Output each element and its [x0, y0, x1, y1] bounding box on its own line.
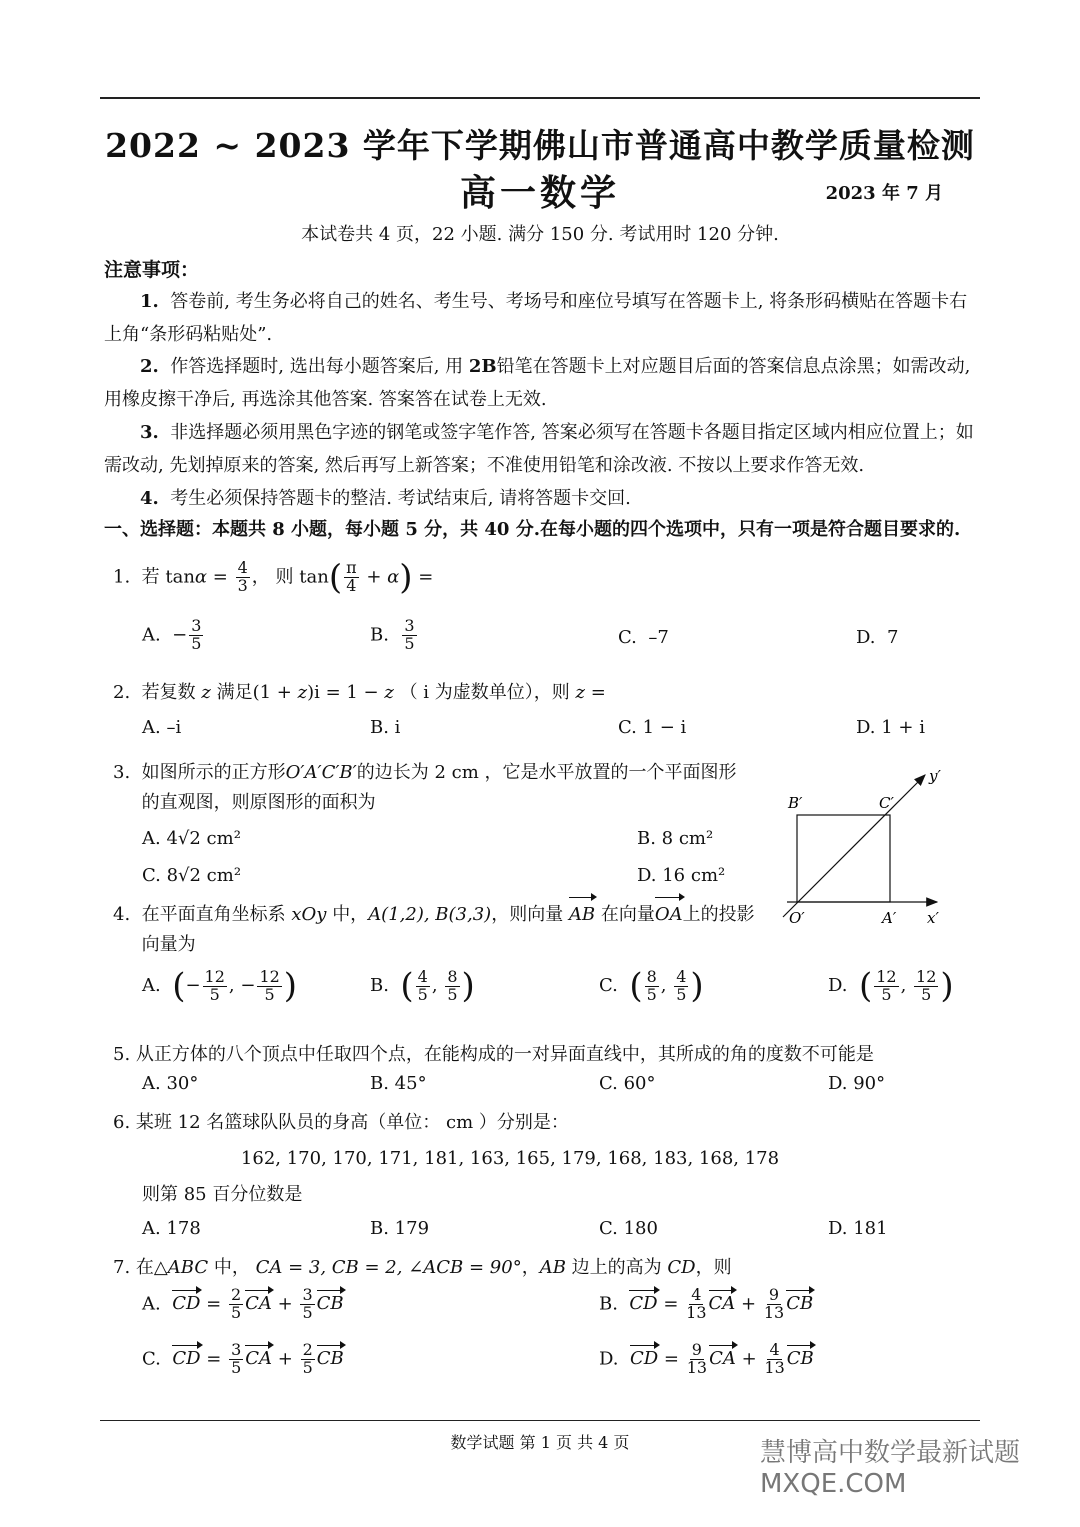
y-axis: [783, 775, 925, 917]
exam-intro: 本试卷共 4 页，22 小题. 满分 150 分. 考试用时 120 分钟.: [301, 224, 779, 245]
q3-option-c[interactable]: C. 8√2 cm²: [142, 865, 242, 886]
q2-option-a[interactable]: A. –i: [142, 717, 182, 738]
q1-option-b[interactable]: B. $\frac{3}{5}$: [370, 616, 415, 653]
section-heading: 一、选择题：本题共 8 小题，每小题 5 分，共 40 分.在每小题的四个选项中，只有一项是符合题目要求的.: [104, 519, 961, 540]
question-5: 5. 从正方体的八个顶点中任取四个点，在能构成的一对异面直线中，其所成的角的度数不可能是: [113, 1044, 874, 1065]
q3-option-a[interactable]: A. 4√2 cm²: [142, 828, 241, 849]
label-c: C′: [879, 794, 894, 812]
q3-option-b[interactable]: B. 8 cm²: [637, 828, 714, 849]
q1-option-d[interactable]: D. 7: [856, 627, 899, 648]
q5-option-d[interactable]: D. 90°: [828, 1073, 886, 1094]
q6-option-a[interactable]: A. 178: [142, 1218, 201, 1239]
label-o: O′: [789, 909, 805, 927]
question-3: 3. 如图所示的正方形O′A′C′B′的边长为 2 cm ，它是水平放置的一个平面图形 的直观图，则原图形的面积为: [113, 762, 737, 813]
label-b: B′: [788, 794, 803, 812]
label-y: y′: [929, 767, 941, 785]
exam-title: 2022 ~ 2023 学年下学期佛山市普通高中教学质量检测: [105, 126, 975, 165]
q2-option-b[interactable]: B. i: [370, 717, 401, 738]
question-2: 2. 若复数 z 满足(1 + z)i = 1 − z （ i 为虚数单位），则 z =: [113, 682, 606, 703]
notice-item-3: 3. 非选择题必须用黑色字迹的钢笔或签字笔作答, 答案必须写在答题卡各题目指定区域内相应位置上；如需改动, 先划掉原来的答案, 然后再写上新答案；不准使用铅笔和涂改液. 不按以上要求作答无效.: [104, 422, 974, 476]
q7-option-c[interactable]: C. CD = $\frac{3}{5}$ CA + $\frac{2}{5}$ CB: [142, 1340, 344, 1377]
question-7: 7. 在△ABC 中， CA = 3, CB = 2, ∠ACB = 90°，AB 边上的高为 CD，则: [113, 1257, 732, 1278]
q6-data: 162, 170, 170, 171, 181, 163, 165, 179, 168, 183, 168, 178: [240, 1148, 780, 1169]
q5-option-a[interactable]: A. 30°: [142, 1073, 199, 1094]
q4-option-b[interactable]: B. ( $\frac{4}{5}$ , $\frac{8}{5}$ ): [370, 966, 475, 1006]
top-rule: [100, 97, 980, 99]
label-a: A′: [882, 909, 897, 927]
notice-title: 注意事项：: [104, 259, 200, 281]
q6-stem2: 则第 85 百分位数是: [142, 1184, 303, 1205]
question-6: 6. 某班 12 名篮球队队员的身高（单位： cm ）分别是：: [113, 1112, 569, 1133]
q4-option-c[interactable]: C. ( $\frac{8}{5}$ , $\frac{4}{5}$ ): [599, 966, 704, 1006]
q3-figure: [765, 765, 955, 935]
q5-option-b[interactable]: B. 45°: [370, 1073, 427, 1094]
page-footer: 数学试题 第 1 页 共 4 页: [450, 1433, 630, 1452]
q6-option-c[interactable]: C. 180: [599, 1218, 658, 1239]
q6-option-d[interactable]: D. 181: [828, 1218, 888, 1239]
q7-option-d[interactable]: D. CD = $\frac{9}{13}$ CA + $\frac{4}{13}$ CB: [599, 1340, 814, 1377]
q6-option-b[interactable]: B. 179: [370, 1218, 430, 1239]
notice-item-2: 2. 作答选择题时, 选出每小题答案后, 用 2B铅笔在答题卡上对应题目后面的答案信息点涂黑；如需改动, 用橡皮擦干净后, 再选涂其他答案. 答案答在试卷上无效.: [104, 356, 971, 410]
q7-option-b[interactable]: B. CD = $\frac{4}{13}$ CA + $\frac{9}{13}$ CB: [599, 1285, 814, 1322]
label-x: x′: [927, 909, 939, 927]
subject-title: 高一数学: [459, 172, 620, 214]
q3-option-d[interactable]: D. 16 cm²: [637, 865, 726, 886]
q2-option-d[interactable]: D. 1 + i: [856, 717, 925, 738]
notice-item-4: 4. 考生必须保持答题卡的整洁. 考试结束后, 请将答题卡交回.: [140, 488, 631, 509]
q1-option-c[interactable]: C. –7: [618, 627, 669, 648]
question-4: 4. 在平面直角坐标系 xOy 中，A(1,2), B(3,3)，则向量 AB 在向量OA上的投影 向量为: [113, 900, 773, 960]
q5-option-c[interactable]: C. 60°: [599, 1073, 656, 1094]
question-1: 1. 若 tanα = $\frac{4}{3}$ ， 则 tan( $\frac{\pi}{4}$ + α) =: [113, 557, 434, 598]
bottom-rule: [100, 1420, 980, 1421]
notice-item-1: 1. 答卷前, 考生务必将自己的姓名、考生号、考场号和座位号填写在答题卡上, 将条形码横贴在答题卡右上角“条形码粘贴处”.: [104, 291, 968, 345]
q1-option-a[interactable]: A. − $\frac{3}{5}$: [142, 616, 202, 653]
exam-date: 2023 年 7 月: [825, 183, 943, 204]
q4-option-a[interactable]: A. (− $\frac{12}{5}$ , − $\frac{12}{5}$ ): [142, 966, 298, 1006]
q7-option-a[interactable]: A. CD = $\frac{2}{5}$ CA + $\frac{3}{5}$ CB: [142, 1285, 344, 1322]
q2-option-c[interactable]: C. 1 − i: [618, 717, 687, 738]
q4-option-d[interactable]: D. ( $\frac{12}{5}$ , $\frac{12}{5}$ ): [828, 966, 954, 1006]
watermark: 慧博高中数学最新试题 MXQE.COM: [760, 1438, 1021, 1499]
